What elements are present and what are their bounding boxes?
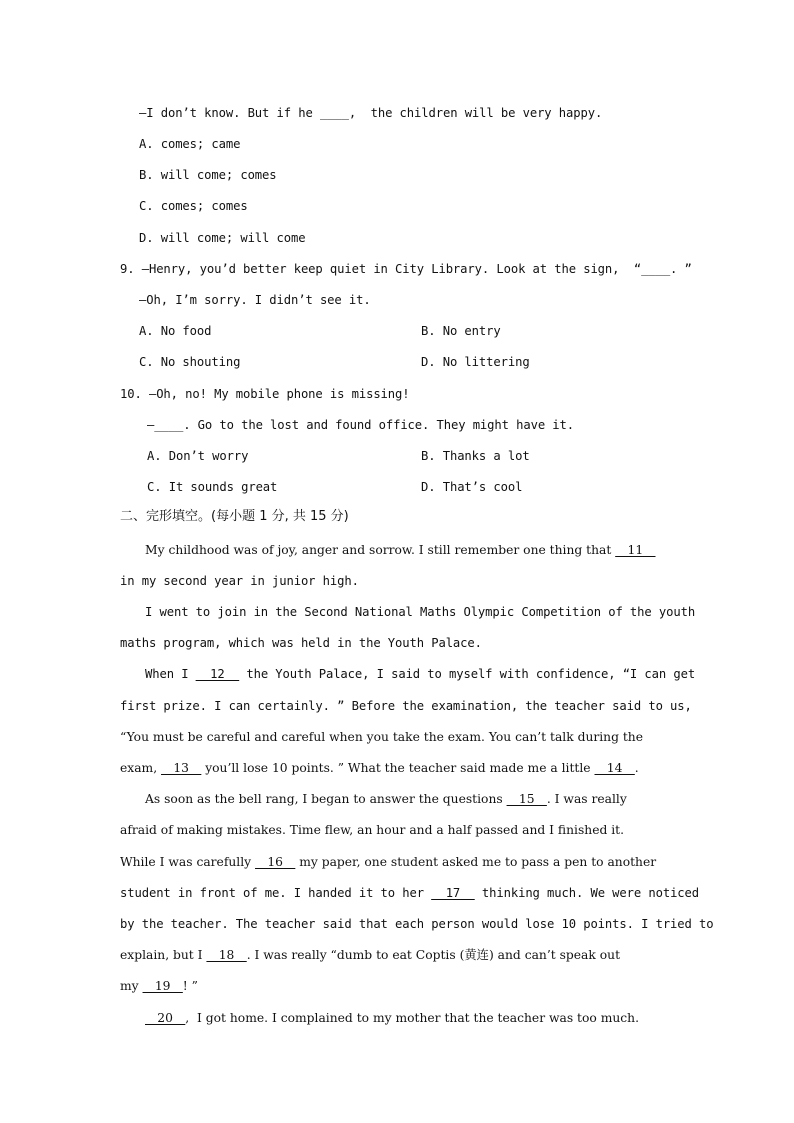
passage-line-14: explain, but I __18__. I was really “dumb to eat Coptis (黄连) and can’t speak out xyxy=(120,948,621,962)
blank-20: __20__ xyxy=(145,1011,186,1025)
blank-17: __17__ xyxy=(431,886,475,900)
passage-line-12: student in front of me. I handed it to her __17__ thinking much. We were noticed xyxy=(120,886,700,900)
q10-option-c: C. It sounds great xyxy=(147,480,278,494)
passage-line-8: exam, __13__ you’ll lose 10 points. ” What the teacher said made me a little __14__. xyxy=(120,761,639,775)
blank-18: __18__ xyxy=(206,948,247,962)
q10-option-d: D. That’s cool xyxy=(421,480,523,494)
passage-line-2: in my second year in junior high. xyxy=(120,574,359,588)
q10-option-b: B. Thanks a lot xyxy=(421,449,530,463)
q9-reply: —Oh, I’m sorry. I didn’t see it. xyxy=(139,293,371,307)
passage-line-5: When I __12__ the Youth Palace, I said to myself with confidence, “I can get xyxy=(145,667,696,681)
q8-option-c: C. comes; comes xyxy=(139,199,248,213)
blank-14: __14__ xyxy=(594,761,635,775)
blank-12: __12__ xyxy=(195,667,240,681)
blank-16: __16__ xyxy=(255,855,296,869)
passage-line-16: __20__, I got home. I complained to my mother that the teacher was too much. xyxy=(145,1011,640,1025)
blank-13: __13__ xyxy=(161,761,202,775)
passage-line-9: As soon as the bell rang, I began to answer the questions __15__. I was really xyxy=(145,792,627,806)
passage-line-13: by the teacher. The teacher said that each person would lose 10 points. I tried to xyxy=(120,917,714,931)
passage-line-15: my __19__! ” xyxy=(120,979,198,993)
q8-option-d: D. will come; will come xyxy=(139,231,306,245)
q9-option-c: C. No shouting xyxy=(139,355,241,369)
blank-11: __11__ xyxy=(615,543,656,557)
passage-line-3: I went to join in the Second National Maths Olympic Competition of the youth xyxy=(145,605,696,619)
q9-option-a: A. No food xyxy=(139,324,212,338)
q9-option-b: B. No entry xyxy=(421,324,501,338)
passage-line-7: “You must be careful and careful when you take the exam. You can’t talk during the xyxy=(120,730,644,744)
q8-option-a: A. comes; came xyxy=(139,137,241,151)
q9-stem: 9. —Henry, you’d better keep quiet in City Library. Look at the sign, “____. ” xyxy=(120,262,692,276)
passage-line-10: afraid of making mistakes. Time flew, an hour and a half passed and I finished it. xyxy=(120,823,625,837)
section-heading: 二、完形填空。(每小题 1 分, 共 15 分) xyxy=(120,509,349,524)
passage-line-1: My childhood was of joy, anger and sorrow. I still remember one thing that __11__ xyxy=(145,543,656,557)
blank-15: __15__ xyxy=(506,792,547,806)
q10-option-a: A. Don’t worry xyxy=(147,449,249,463)
passage-line-6: first prize. I can certainly. ” Before the examination, the teacher said to us, xyxy=(120,699,692,713)
q9-option-d: D. No littering xyxy=(421,355,530,369)
blank-19: __19__ xyxy=(142,979,183,993)
passage-line-4: maths program, which was held in the Youth Palace. xyxy=(120,636,482,650)
passage-line-11: While I was carefully __16__ my paper, one student asked me to pass a pen to another xyxy=(120,855,657,869)
q8-option-b: B. will come; comes xyxy=(139,168,277,182)
q10-stem: 10. —Oh, no! My mobile phone is missing! xyxy=(120,387,410,401)
q10-reply: —____. Go to the lost and found office. They might have it. xyxy=(147,418,575,432)
q8-stem: —I don’t know. But if he ____, the children will be very happy. xyxy=(139,106,603,120)
